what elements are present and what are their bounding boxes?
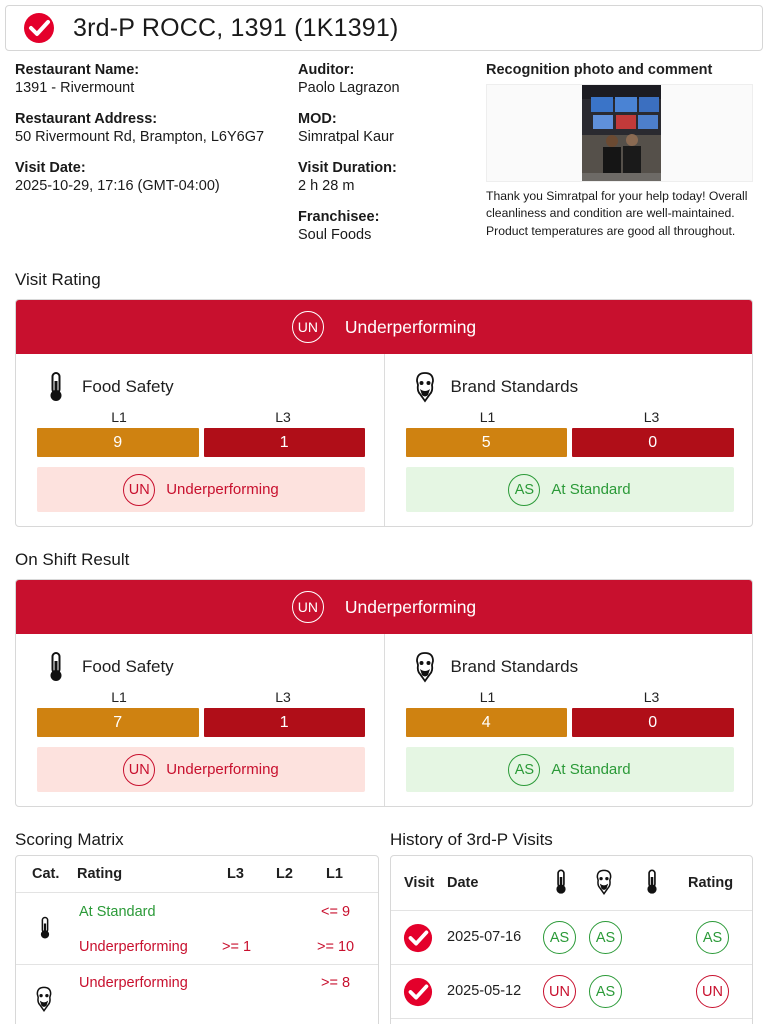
food-safety-badge: AS [543,921,576,954]
colonel-icon [594,867,614,897]
l1-count-bar: 5 [406,428,568,457]
mod-label: MOD: [298,111,337,127]
status-text: Underperforming [166,481,279,498]
recognition-photo-frame[interactable] [486,84,753,182]
l1-label: L1 [479,409,496,425]
matrix-row-l1: >= 8 [321,975,351,991]
recognition-photo[interactable] [582,85,661,182]
l1-count-bar: 9 [37,428,199,457]
brand-standards-status [406,747,734,792]
brand-standards-status [406,467,734,512]
status-badge: UN [123,754,155,786]
auditor-label: Auditor: [298,62,355,78]
history-table [390,855,753,1024]
shift-food-safety-panel [16,634,385,806]
brand-standards-label: Brand Standards [450,657,579,676]
colonel-icon [413,371,437,403]
visit-rating-card [15,299,753,527]
history-row[interactable] [391,965,752,1019]
visit-rating-title: Visit Rating [15,270,101,289]
restaurant-name-label: Restaurant Name: [15,62,140,78]
l3-count-bar: 1 [204,428,366,457]
l1-label: L1 [479,689,496,705]
l1-count-bar: 4 [406,708,568,737]
matrix-row-l1: <= 9 [321,904,351,920]
history-title: History of 3rd-P Visits [390,830,553,849]
visit-rating-status: Underperforming [344,316,477,337]
status-badge: AS [508,754,540,786]
visit-checkmark-icon[interactable] [403,923,433,953]
history-row[interactable] [391,911,752,965]
matrix-header-row [16,856,378,893]
recognition-section [486,61,754,240]
l3-label: L3 [643,689,660,705]
thermometer-icon [44,651,68,683]
franchisee-value: Soul Foods [298,227,372,243]
l3-count-bar: 1 [204,708,366,737]
restaurant-address-label: Restaurant Address: [15,111,158,127]
colonel-icon [413,651,437,683]
history-col-rating: Rating [688,875,734,891]
matrix-col-rating: Rating [77,866,123,882]
l3-count-bar: 0 [572,428,734,457]
matrix-divider [16,964,378,965]
visit-food-safety-panel [16,354,385,526]
page-title: 3rd-P ROCC, 1391 (1K1391) [73,13,399,42]
l3-label: L3 [275,689,291,705]
visit-date-value: 2025-10-29, 17:16 (GMT-04:00) [15,178,220,194]
franchisee-label: Franchisee: [298,209,380,225]
page-header [5,5,763,51]
recognition-comment: Thank you Simratpal for your help today! Overall cleanliness and condition are well-maintained. Product temperatures are good all throughout. [486,189,748,238]
status-badge: AS [508,474,540,506]
visit-rating-badge: UN [292,311,324,343]
recognition-title: Recognition photo and comment [486,62,713,78]
restaurant-name-value: 1391 - Rivermount [15,80,135,96]
history-date: 2025-07-16 [447,929,522,945]
thermometer-icon [551,867,571,897]
matrix-col-l1: L1 [326,866,343,882]
thermometer-icon [642,867,662,897]
auditor-value: Paolo Lagrazon [298,80,400,96]
thermometer-icon [44,371,68,403]
visit-date-label: Visit Date: [15,160,86,176]
history-col-date: Date [447,875,479,891]
matrix-row-rating: At Standard [79,904,156,920]
thermometer-icon [36,914,54,942]
visit-duration-label: Visit Duration: [298,160,397,176]
brand-standards-badge: AS [589,975,622,1008]
scoring-matrix-title: Scoring Matrix [15,830,124,849]
auditor-info [298,61,400,257]
matrix-row-l3: >= 1 [222,939,252,955]
l1-label: L1 [111,689,127,705]
history-col-visit: Visit [404,875,435,891]
scoring-matrix-table [15,855,379,1024]
food-safety-status [37,467,365,512]
status-text: At Standard [551,761,631,778]
food-safety-label: Food Safety [82,377,174,396]
food-safety-badge: UN [543,975,576,1008]
on-shift-card [15,579,753,807]
visit-checkmark-icon[interactable] [403,977,433,1007]
history-header-row [391,856,752,911]
status-badge: UN [123,474,155,506]
matrix-col-l3: L3 [227,866,244,882]
matrix-col-l2: L2 [276,866,293,882]
food-safety-label: Food Safety [82,657,174,676]
on-shift-banner [16,580,752,634]
visit-rating-badge: UN [696,975,729,1008]
brand-standards-label: Brand Standards [450,377,579,396]
brand-standards-badge: AS [589,921,622,954]
shift-brand-standards-panel [385,634,753,806]
on-shift-status: Underperforming [344,596,477,617]
visit-rating-badge: AS [696,921,729,954]
food-safety-status [37,747,365,792]
status-text: At Standard [551,481,631,498]
l3-label: L3 [643,409,660,425]
history-date: 2025-05-12 [447,983,522,999]
matrix-row-rating: Underperforming [79,975,188,991]
l1-label: L1 [111,409,127,425]
restaurant-info [15,61,264,208]
on-shift-title: On Shift Result [15,550,130,569]
visit-duration-value: 2 h 28 m [298,178,355,194]
checkmark-logo-icon [23,12,55,44]
colonel-icon [34,984,54,1014]
restaurant-address-value: 50 Rivermount Rd, Brampton, L6Y6G7 [15,129,265,145]
l1-count-bar: 7 [37,708,199,737]
matrix-col-cat: Cat. [32,866,60,882]
visit-brand-standards-panel [385,354,753,526]
mod-value: Simratpal Kaur [298,129,394,145]
status-text: Underperforming [166,761,279,778]
matrix-row-rating: Underperforming [79,939,188,955]
on-shift-badge: UN [292,591,324,623]
l3-label: L3 [275,409,291,425]
visit-rating-banner [16,300,752,354]
matrix-row-l1: >= 10 [317,939,355,955]
l3-count-bar: 0 [572,708,734,737]
